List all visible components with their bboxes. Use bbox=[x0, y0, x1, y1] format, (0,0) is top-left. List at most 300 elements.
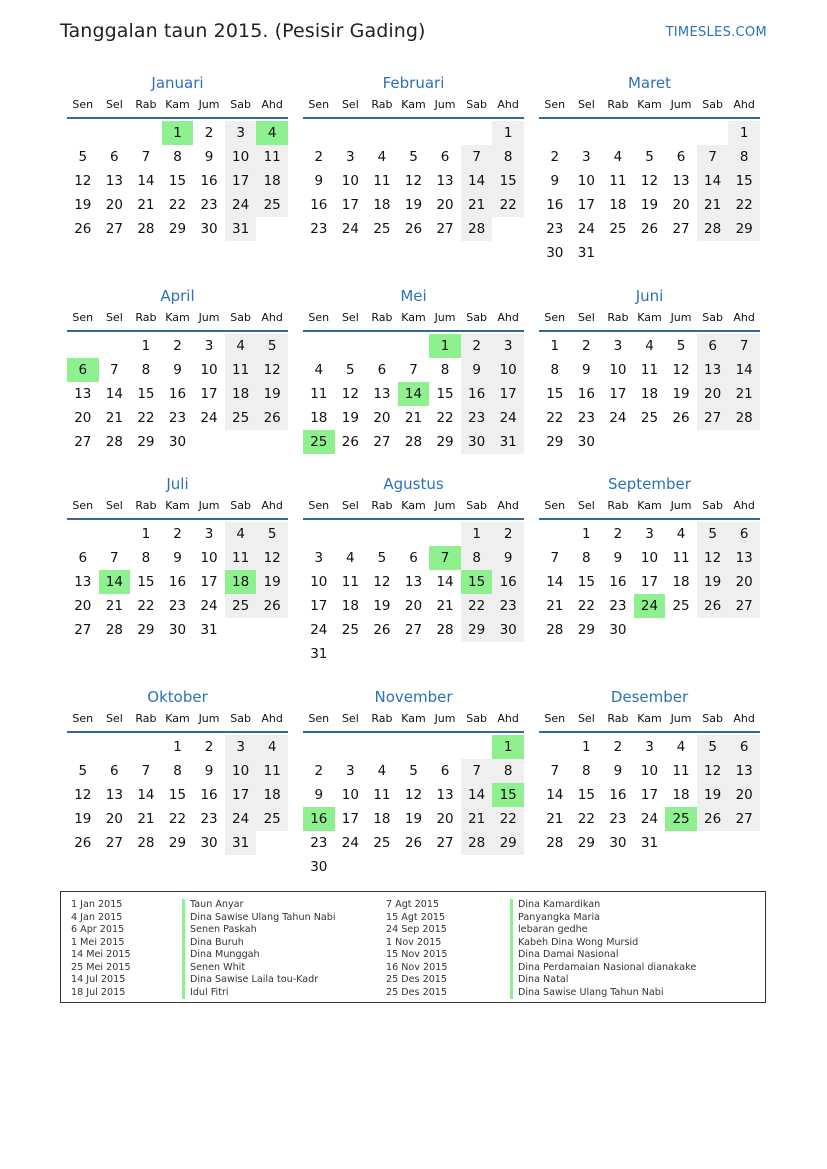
day-cell: 12 bbox=[697, 546, 729, 570]
day-cell: 15 bbox=[546, 386, 564, 402]
day-cell: 18 bbox=[672, 574, 690, 590]
holiday-day-cell: 7 bbox=[429, 546, 461, 570]
day-cell: 28 bbox=[728, 406, 760, 430]
day-cell: 17 bbox=[200, 386, 218, 402]
day-cell: 28 bbox=[105, 622, 123, 638]
day-cell: 10 bbox=[492, 358, 524, 382]
weekday-label: Sen bbox=[308, 712, 330, 725]
day-cell: 30 bbox=[492, 618, 524, 642]
weekday-label: Sel bbox=[341, 499, 359, 512]
weekday-header bbox=[539, 496, 760, 520]
day-cell: 21 bbox=[546, 811, 564, 827]
day-cell: 29 bbox=[577, 835, 595, 851]
weekday-label: Sab bbox=[230, 712, 251, 725]
day-cell: 6 bbox=[409, 550, 418, 566]
month-name: Juli bbox=[166, 475, 189, 493]
weekday-label: Rab bbox=[607, 98, 629, 111]
day-cell: 26 bbox=[404, 835, 423, 851]
day-cell: 24 bbox=[492, 406, 524, 430]
day-cell: 9 bbox=[461, 358, 493, 382]
day-cell: 4 bbox=[346, 550, 355, 566]
day-cell: 18 bbox=[225, 382, 257, 406]
day-cell: 9 bbox=[314, 173, 324, 189]
day-cell: 10 bbox=[310, 574, 328, 590]
weekday-label: Ahd bbox=[733, 311, 755, 324]
weekday-label: Rab bbox=[607, 712, 629, 725]
day-cell: 29 bbox=[137, 434, 155, 450]
day-cell: 19 bbox=[404, 811, 423, 827]
weekday-label: Sen bbox=[72, 499, 94, 512]
day-cell: 17 bbox=[225, 169, 257, 193]
day-cell: 24 bbox=[609, 410, 627, 426]
day-cell: 6 bbox=[110, 149, 119, 165]
day-cell: 25 bbox=[640, 410, 659, 426]
day-cell: 8 bbox=[440, 362, 450, 378]
day-cell: 21 bbox=[137, 197, 155, 213]
day-grid bbox=[303, 334, 524, 478]
holiday-day-cell: 1 bbox=[429, 334, 461, 358]
day-cell: 13 bbox=[404, 574, 423, 590]
weekday-label: Sel bbox=[105, 712, 123, 725]
day-cell: 29 bbox=[461, 618, 493, 642]
day-cell: 22 bbox=[461, 594, 493, 618]
day-cell: 22 bbox=[137, 598, 155, 614]
day-cell: 11 bbox=[225, 358, 257, 382]
holiday-dates-column-2 bbox=[386, 899, 447, 999]
day-cell: 26 bbox=[697, 807, 729, 831]
day-cell: 8 bbox=[173, 763, 182, 779]
day-cell: 19 bbox=[672, 386, 690, 402]
day-grid bbox=[539, 522, 760, 666]
month-name: Maret bbox=[627, 74, 672, 92]
day-cell: 8 bbox=[728, 145, 760, 169]
day-cell: 1 bbox=[141, 526, 151, 542]
day-cell: 12 bbox=[74, 787, 92, 803]
day-cell: 18 bbox=[672, 787, 690, 803]
month-name: November bbox=[374, 688, 453, 706]
day-cell: 7 bbox=[550, 763, 560, 779]
day-cell: 13 bbox=[74, 386, 92, 402]
day-cell: 24 bbox=[577, 221, 595, 237]
weekday-header bbox=[67, 308, 288, 332]
weekday-label: Sen bbox=[72, 98, 94, 111]
holiday-date: 25 Mei 2015 bbox=[71, 961, 131, 973]
day-cell: 11 bbox=[373, 173, 391, 189]
day-cell: 23 bbox=[310, 221, 328, 237]
day-cell: 9 bbox=[314, 787, 324, 803]
holiday-date: 18 Jul 2015 bbox=[71, 986, 126, 998]
day-cell: 2 bbox=[204, 739, 214, 755]
day-cell: 4 bbox=[377, 763, 387, 779]
day-cell: 18 bbox=[609, 197, 627, 213]
month-name: September bbox=[608, 475, 691, 493]
day-cell: 17 bbox=[200, 574, 218, 590]
weekday-label: Sel bbox=[105, 98, 123, 111]
weekday-header bbox=[539, 709, 760, 733]
weekday-label: Ahd bbox=[733, 499, 755, 512]
holiday-dates-column-1 bbox=[71, 899, 131, 999]
day-cell: 9 bbox=[204, 763, 214, 779]
day-cell: 4 bbox=[676, 526, 686, 542]
day-cell: 17 bbox=[225, 783, 257, 807]
day-cell: 3 bbox=[582, 149, 591, 165]
day-cell: 11 bbox=[672, 550, 690, 566]
day-cell: 14 bbox=[105, 386, 123, 402]
day-cell: 23 bbox=[168, 410, 187, 426]
day-cell: 28 bbox=[436, 622, 454, 638]
holiday-name: Panyangka Maria bbox=[510, 912, 696, 925]
weekday-label: Rab bbox=[135, 311, 157, 324]
day-cell: 5 bbox=[645, 149, 654, 165]
day-cell: 5 bbox=[697, 735, 729, 759]
day-grid bbox=[303, 735, 524, 879]
day-cell: 23 bbox=[609, 811, 627, 827]
day-cell: 30 bbox=[609, 835, 627, 851]
day-grid bbox=[67, 334, 288, 478]
day-cell: 17 bbox=[341, 197, 359, 213]
day-cell: 25 bbox=[256, 193, 288, 217]
day-cell: 1 bbox=[461, 522, 493, 546]
day-cell: 13 bbox=[373, 386, 391, 402]
site-brand-link[interactable]: TIMESLES.COM bbox=[665, 25, 767, 40]
day-cell: 13 bbox=[672, 173, 690, 189]
day-cell: 1 bbox=[173, 739, 182, 755]
weekday-label: Kam bbox=[637, 712, 662, 725]
weekday-header bbox=[67, 95, 288, 119]
day-cell: 12 bbox=[404, 173, 423, 189]
weekday-label: Jum bbox=[434, 311, 456, 324]
weekday-label: Jum bbox=[670, 712, 692, 725]
day-cell: 15 bbox=[728, 169, 760, 193]
day-cell: 26 bbox=[341, 434, 359, 450]
month-name: Juni bbox=[635, 287, 664, 305]
day-cell: 2 bbox=[173, 338, 182, 354]
weekday-label: Rab bbox=[371, 98, 393, 111]
day-cell: 6 bbox=[440, 149, 450, 165]
day-cell: 27 bbox=[105, 221, 123, 237]
day-cell: 27 bbox=[105, 835, 123, 851]
day-cell: 23 bbox=[492, 594, 524, 618]
day-grid bbox=[303, 522, 524, 666]
holiday-name: lebaran gedhe bbox=[510, 924, 696, 937]
day-cell: 7 bbox=[697, 145, 729, 169]
day-cell: 5 bbox=[676, 338, 686, 354]
day-cell: 5 bbox=[256, 522, 288, 546]
page-title: Tanggalan taun 2015. (Pesisir Gading) bbox=[60, 20, 426, 42]
day-cell: 27 bbox=[404, 622, 423, 638]
weekday-label: Rab bbox=[607, 311, 629, 324]
weekday-label: Jum bbox=[434, 98, 456, 111]
month-name: Desember bbox=[610, 688, 689, 706]
month-name: Mei bbox=[400, 287, 427, 305]
day-cell: 4 bbox=[225, 522, 257, 546]
day-cell: 2 bbox=[314, 763, 324, 779]
weekday-label: Kam bbox=[165, 499, 190, 512]
holiday-name: Dina Buruh bbox=[182, 937, 336, 950]
day-cell: 17 bbox=[492, 382, 524, 406]
holiday-name: Dina Damai Nasional bbox=[510, 949, 696, 962]
month-juni bbox=[539, 284, 760, 478]
weekday-label: Jum bbox=[198, 98, 220, 111]
weekday-label: Sel bbox=[341, 712, 359, 725]
day-cell: 19 bbox=[373, 598, 391, 614]
day-cell: 26 bbox=[74, 835, 92, 851]
day-cell: 7 bbox=[141, 149, 151, 165]
weekday-label: Sab bbox=[230, 98, 251, 111]
day-cell: 11 bbox=[225, 546, 257, 570]
holiday-name: Dina Natal bbox=[510, 974, 696, 987]
day-cell: 9 bbox=[173, 550, 182, 566]
day-cell: 26 bbox=[256, 594, 288, 618]
weekday-label: Sen bbox=[544, 98, 566, 111]
day-cell: 31 bbox=[640, 835, 659, 851]
day-cell: 31 bbox=[200, 622, 218, 638]
weekday-label: Sab bbox=[466, 311, 487, 324]
day-cell: 29 bbox=[728, 217, 760, 241]
weekday-header bbox=[303, 95, 524, 119]
holiday-name: Senen Paskah bbox=[182, 924, 336, 937]
day-cell: 19 bbox=[74, 197, 92, 213]
day-cell: 29 bbox=[436, 434, 454, 450]
day-cell: 18 bbox=[373, 811, 391, 827]
day-cell: 9 bbox=[613, 763, 623, 779]
day-cell: 19 bbox=[256, 570, 288, 594]
day-cell: 22 bbox=[577, 811, 595, 827]
weekday-label: Sab bbox=[702, 499, 723, 512]
day-cell: 12 bbox=[640, 173, 659, 189]
day-cell: 7 bbox=[550, 550, 560, 566]
day-cell: 26 bbox=[74, 221, 92, 237]
day-cell: 17 bbox=[310, 598, 328, 614]
day-cell: 28 bbox=[404, 434, 423, 450]
day-cell: 6 bbox=[728, 522, 760, 546]
holiday-date: 14 Mei 2015 bbox=[71, 949, 131, 960]
day-cell: 11 bbox=[341, 574, 359, 590]
day-cell: 10 bbox=[609, 362, 627, 378]
holiday-day-cell: 1 bbox=[162, 121, 194, 145]
weekday-label: Sab bbox=[466, 98, 487, 111]
day-cell: 25 bbox=[672, 598, 690, 614]
holiday-date: 24 Sep 2015 bbox=[386, 924, 447, 935]
weekday-label: Kam bbox=[401, 712, 426, 725]
day-cell: 16 bbox=[200, 173, 218, 189]
day-cell: 10 bbox=[341, 173, 359, 189]
weekday-label: Jum bbox=[198, 712, 220, 725]
day-cell: 16 bbox=[546, 197, 564, 213]
day-cell: 5 bbox=[409, 149, 418, 165]
day-cell: 29 bbox=[546, 434, 564, 450]
day-cell: 24 bbox=[640, 811, 659, 827]
holiday-name: Dina Sawise Laila tou-Kadr bbox=[182, 974, 336, 987]
day-cell: 15 bbox=[137, 574, 155, 590]
day-cell: 2 bbox=[582, 338, 591, 354]
day-cell: 28 bbox=[137, 835, 155, 851]
day-cell: 8 bbox=[141, 362, 151, 378]
holiday-day-cell: 14 bbox=[398, 382, 430, 406]
weekday-label: Sen bbox=[544, 712, 566, 725]
day-cell: 12 bbox=[697, 759, 729, 783]
holiday-date: 1 Nov 2015 bbox=[386, 936, 442, 948]
day-cell: 3 bbox=[314, 550, 324, 566]
month-name: Agustus bbox=[383, 475, 444, 493]
holiday-day-cell: 25 bbox=[303, 430, 335, 454]
day-cell: 3 bbox=[645, 526, 654, 542]
holiday-name: Taun Anyar bbox=[182, 899, 336, 912]
day-cell: 28 bbox=[137, 221, 155, 237]
day-cell: 22 bbox=[492, 193, 524, 217]
day-cell: 31 bbox=[225, 831, 257, 855]
day-cell: 13 bbox=[436, 173, 454, 189]
day-cell: 30 bbox=[200, 835, 218, 851]
day-grid bbox=[539, 735, 760, 879]
day-cell: 15 bbox=[137, 386, 155, 402]
weekday-header bbox=[67, 496, 288, 520]
day-cell: 2 bbox=[613, 739, 623, 755]
day-cell: 20 bbox=[436, 197, 454, 213]
weekday-label: Kam bbox=[165, 98, 190, 111]
day-cell: 21 bbox=[105, 410, 123, 426]
weekday-label: Ahd bbox=[497, 311, 519, 324]
day-cell: 2 bbox=[613, 526, 623, 542]
day-cell: 20 bbox=[436, 811, 454, 827]
day-cell: 3 bbox=[613, 338, 623, 354]
day-cell: 23 bbox=[609, 598, 627, 614]
holiday-day-cell: 6 bbox=[67, 358, 99, 382]
day-cell: 14 bbox=[728, 358, 760, 382]
weekday-label: Ahd bbox=[497, 499, 519, 512]
day-cell: 16 bbox=[492, 570, 524, 594]
holiday-date: 15 Agt 2015 bbox=[386, 911, 446, 923]
holiday-date: 25 Des 2015 bbox=[386, 974, 448, 985]
weekday-label: Kam bbox=[401, 311, 426, 324]
day-cell: 4 bbox=[225, 334, 257, 358]
day-cell: 20 bbox=[728, 783, 760, 807]
day-cell: 8 bbox=[141, 550, 151, 566]
day-cell: 9 bbox=[492, 546, 524, 570]
day-cell: 22 bbox=[436, 410, 454, 426]
day-cell: 15 bbox=[168, 787, 187, 803]
day-cell: 6 bbox=[440, 763, 450, 779]
weekday-label: Kam bbox=[401, 98, 426, 111]
holiday-date: 1 Jan 2015 bbox=[71, 899, 123, 910]
weekday-label: Sel bbox=[577, 311, 595, 324]
weekday-label: Kam bbox=[637, 499, 662, 512]
day-cell: 21 bbox=[697, 193, 729, 217]
weekday-label: Kam bbox=[401, 499, 426, 512]
weekday-label: Ahd bbox=[261, 712, 283, 725]
month-name: Oktober bbox=[147, 688, 208, 706]
day-cell: 30 bbox=[609, 622, 627, 638]
day-cell: 21 bbox=[728, 382, 760, 406]
day-cell: 26 bbox=[404, 221, 423, 237]
day-cell: 25 bbox=[373, 835, 391, 851]
day-grid bbox=[67, 735, 288, 879]
day-cell: 30 bbox=[461, 430, 493, 454]
day-cell: 17 bbox=[341, 811, 359, 827]
holiday-date: 6 Apr 2015 bbox=[71, 924, 125, 935]
day-cell: 6 bbox=[676, 149, 686, 165]
day-cell: 19 bbox=[697, 570, 729, 594]
day-cell: 2 bbox=[314, 149, 324, 165]
day-cell: 29 bbox=[577, 622, 595, 638]
day-cell: 2 bbox=[204, 125, 214, 141]
day-cell: 1 bbox=[582, 526, 591, 542]
weekday-label: Ahd bbox=[261, 499, 283, 512]
day-cell: 4 bbox=[256, 735, 288, 759]
day-cell: 5 bbox=[697, 522, 729, 546]
day-cell: 16 bbox=[609, 787, 627, 803]
day-cell: 3 bbox=[492, 334, 524, 358]
day-cell: 5 bbox=[78, 763, 88, 779]
holiday-day-cell: 15 bbox=[492, 783, 524, 807]
holiday-day-cell: 24 bbox=[634, 594, 666, 618]
day-cell: 8 bbox=[173, 149, 182, 165]
day-cell: 14 bbox=[137, 787, 155, 803]
day-cell: 20 bbox=[697, 382, 729, 406]
weekday-label: Jum bbox=[670, 499, 692, 512]
day-cell: 5 bbox=[409, 763, 418, 779]
day-cell: 28 bbox=[461, 831, 493, 855]
month-februari bbox=[303, 71, 524, 265]
holiday-day-cell: 15 bbox=[461, 570, 493, 594]
holiday-name: Dina Munggah bbox=[182, 949, 336, 962]
day-cell: 11 bbox=[310, 386, 328, 402]
day-cell: 17 bbox=[609, 386, 627, 402]
month-oktober bbox=[67, 685, 288, 879]
day-cell: 6 bbox=[377, 362, 387, 378]
weekday-label: Rab bbox=[135, 98, 157, 111]
day-cell: 16 bbox=[577, 386, 595, 402]
month-desember bbox=[539, 685, 760, 879]
weekday-label: Jum bbox=[434, 712, 456, 725]
day-cell: 28 bbox=[546, 622, 564, 638]
day-cell: 29 bbox=[137, 622, 155, 638]
day-cell: 8 bbox=[492, 145, 524, 169]
day-cell: 13 bbox=[436, 787, 454, 803]
weekday-label: Jum bbox=[670, 311, 692, 324]
weekday-label: Sab bbox=[230, 499, 251, 512]
weekday-label: Sen bbox=[308, 311, 330, 324]
day-cell: 14 bbox=[436, 574, 454, 590]
day-cell: 21 bbox=[546, 598, 564, 614]
holiday-name: Dina Sawise Ulang Tahun Nabi bbox=[182, 912, 336, 925]
day-cell: 17 bbox=[577, 197, 595, 213]
month-november bbox=[303, 685, 524, 879]
weekday-label: Sab bbox=[230, 311, 251, 324]
weekday-label: Kam bbox=[637, 311, 662, 324]
day-cell: 27 bbox=[373, 434, 391, 450]
day-cell: 1 bbox=[582, 739, 591, 755]
day-cell: 19 bbox=[404, 197, 423, 213]
day-cell: 6 bbox=[110, 763, 119, 779]
weekday-header bbox=[303, 709, 524, 733]
day-cell: 11 bbox=[256, 145, 288, 169]
weekday-label: Sel bbox=[577, 712, 595, 725]
holiday-day-cell: 14 bbox=[99, 570, 131, 594]
day-cell: 2 bbox=[173, 526, 182, 542]
day-cell: 13 bbox=[105, 173, 123, 189]
day-cell: 16 bbox=[310, 197, 328, 213]
day-cell: 22 bbox=[168, 197, 187, 213]
holiday-names-column-2 bbox=[510, 899, 696, 999]
month-name: Februari bbox=[382, 74, 445, 92]
holiday-date: 15 Nov 2015 bbox=[386, 949, 448, 960]
weekday-label: Jum bbox=[434, 499, 456, 512]
weekday-label: Rab bbox=[371, 499, 393, 512]
day-cell: 22 bbox=[168, 811, 187, 827]
weekday-label: Jum bbox=[198, 499, 220, 512]
day-cell: 5 bbox=[78, 149, 88, 165]
